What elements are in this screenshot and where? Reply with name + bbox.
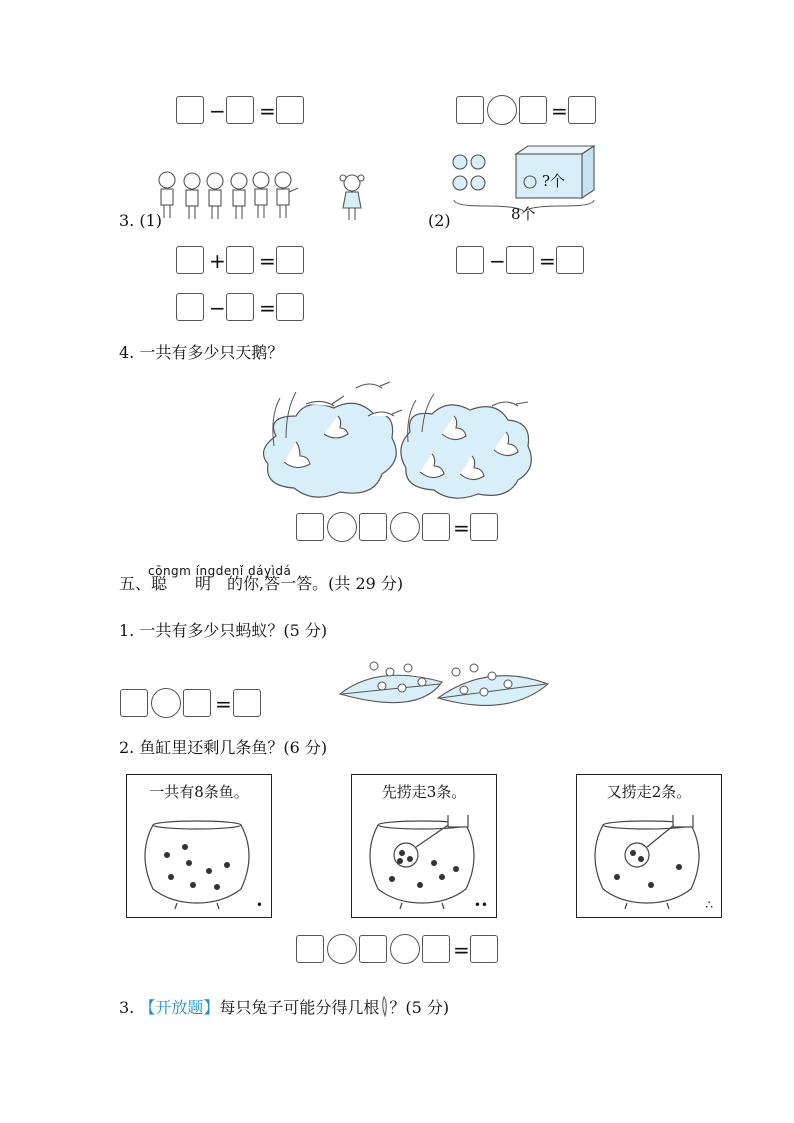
problem-3-text: 每只兔子可能分得几根 [219, 998, 380, 1017]
answer-box[interactable] [556, 246, 584, 274]
flying-bird [356, 382, 390, 388]
apple-icon [471, 176, 485, 190]
child-figure [184, 173, 200, 219]
ant-shape [370, 662, 378, 670]
section-5-heading [119, 574, 403, 594]
ant-shape [418, 678, 426, 686]
ant-shape [470, 664, 478, 672]
answer-box[interactable] [276, 246, 304, 274]
answer-box[interactable] [519, 96, 547, 124]
panel-step-dots: ∴ [705, 898, 713, 912]
fishbowl-with-net-icon [587, 815, 707, 911]
child-figure [231, 173, 247, 219]
child-figure [275, 172, 298, 218]
plus-sign: + [209, 249, 226, 273]
answer-box[interactable] [359, 935, 387, 963]
answer-box[interactable] [422, 513, 450, 541]
minus-sign: − [489, 249, 506, 273]
problem-3-tail: ？(5 分) [389, 998, 450, 1017]
swans-illustration [256, 376, 538, 504]
ant-shape [488, 672, 496, 680]
ant-shape [398, 684, 406, 692]
answer-box[interactable] [422, 935, 450, 963]
section-5-char-a: 聪 [151, 574, 168, 593]
child-figure [207, 173, 223, 219]
answer-box[interactable] [276, 96, 304, 124]
panel-step-dots: •• [473, 898, 488, 912]
answer-box[interactable] [456, 96, 484, 124]
operator-circle[interactable] [390, 934, 420, 964]
ant-shape [378, 682, 386, 690]
ant-shape [460, 686, 468, 694]
minus-sign: − [209, 296, 226, 320]
equals-sign: = [453, 516, 470, 540]
answer-box[interactable] [470, 513, 498, 541]
answer-box[interactable] [120, 689, 148, 717]
answer-box[interactable] [233, 689, 261, 717]
section-5-rest: 的你,答一答。(共 29 分) [227, 574, 404, 593]
ant-shape [386, 668, 394, 676]
panel-caption: 又捞走2条。 [606, 783, 692, 801]
apple-icon [453, 176, 467, 190]
ant-shape [452, 668, 460, 676]
answer-box[interactable] [176, 246, 204, 274]
answer-box[interactable] [296, 935, 324, 963]
answer-box[interactable] [456, 246, 484, 274]
problem-3-title [119, 995, 449, 1018]
operator-circle[interactable] [487, 95, 517, 125]
section-5-char-b: 明 [195, 574, 212, 593]
flying-bird [492, 402, 528, 406]
answer-box[interactable] [359, 513, 387, 541]
child-figure [253, 172, 269, 218]
problem-1-title: 1. 一共有多少只蚂蚁？(5 分) [119, 621, 328, 640]
panel-step-dots: • [255, 898, 263, 912]
answer-box[interactable] [568, 96, 596, 124]
equals-sign: = [259, 99, 276, 123]
equals-sign: = [215, 692, 232, 716]
girl-figure [340, 175, 364, 220]
apple-icon [453, 155, 467, 169]
ant-shape [404, 664, 412, 672]
question-3-2-label: (2) [428, 211, 451, 230]
ant-shape [480, 688, 488, 696]
problem-2-title: 2. 鱼缸里还剩几条鱼？(6 分) [119, 738, 328, 757]
answer-box[interactable] [506, 246, 534, 274]
answer-box[interactable] [276, 293, 304, 321]
answer-box[interactable] [176, 96, 204, 124]
apple-icon [524, 176, 536, 188]
answer-box[interactable] [226, 293, 254, 321]
answer-box[interactable] [226, 96, 254, 124]
operator-circle[interactable] [327, 512, 357, 542]
children-illustration [152, 166, 372, 230]
operator-circle[interactable] [327, 934, 357, 964]
ant-shape [504, 680, 512, 688]
section-5-prefix: 五、 [119, 574, 152, 593]
apple-icon [471, 155, 485, 169]
answer-box[interactable] [226, 246, 254, 274]
fishbowl-icon [137, 815, 257, 911]
carrot-icon [379, 995, 389, 1017]
answer-box[interactable] [296, 513, 324, 541]
operator-circle[interactable] [151, 688, 181, 718]
panel-caption: 一共有8条鱼。 [149, 783, 249, 801]
equals-sign: = [259, 296, 276, 320]
total-label: 8个 [511, 205, 536, 223]
box-question-label: ?个 [542, 172, 566, 190]
open-question-tag: 【开放题】 [139, 998, 220, 1017]
answer-box[interactable] [183, 689, 211, 717]
answer-box[interactable] [176, 293, 204, 321]
equals-sign: = [539, 249, 556, 273]
fishbowl-with-net-icon [362, 815, 482, 911]
minus-sign: − [209, 99, 226, 123]
fishbowl-panel-1 [126, 774, 272, 918]
question-4-title: 4. 一共有多少只天鹅？ [119, 343, 284, 362]
equals-sign: = [551, 99, 568, 123]
answer-box[interactable] [470, 935, 498, 963]
equals-sign: = [259, 249, 276, 273]
problem-3-number: 3. [119, 998, 135, 1017]
ants-on-leaves-illustration [338, 654, 550, 718]
question-3-1-label: 3. (1) [119, 211, 163, 230]
child-figure [159, 172, 175, 218]
equals-sign: = [453, 938, 470, 962]
section-5-pinyin: cōngm íngdenǐ dáyìdá [148, 564, 292, 578]
operator-circle[interactable] [390, 512, 420, 542]
fishbowl-panel-2 [351, 774, 497, 918]
panel-caption: 先捞走3条。 [381, 783, 467, 801]
fishbowl-panel-3 [576, 774, 722, 918]
